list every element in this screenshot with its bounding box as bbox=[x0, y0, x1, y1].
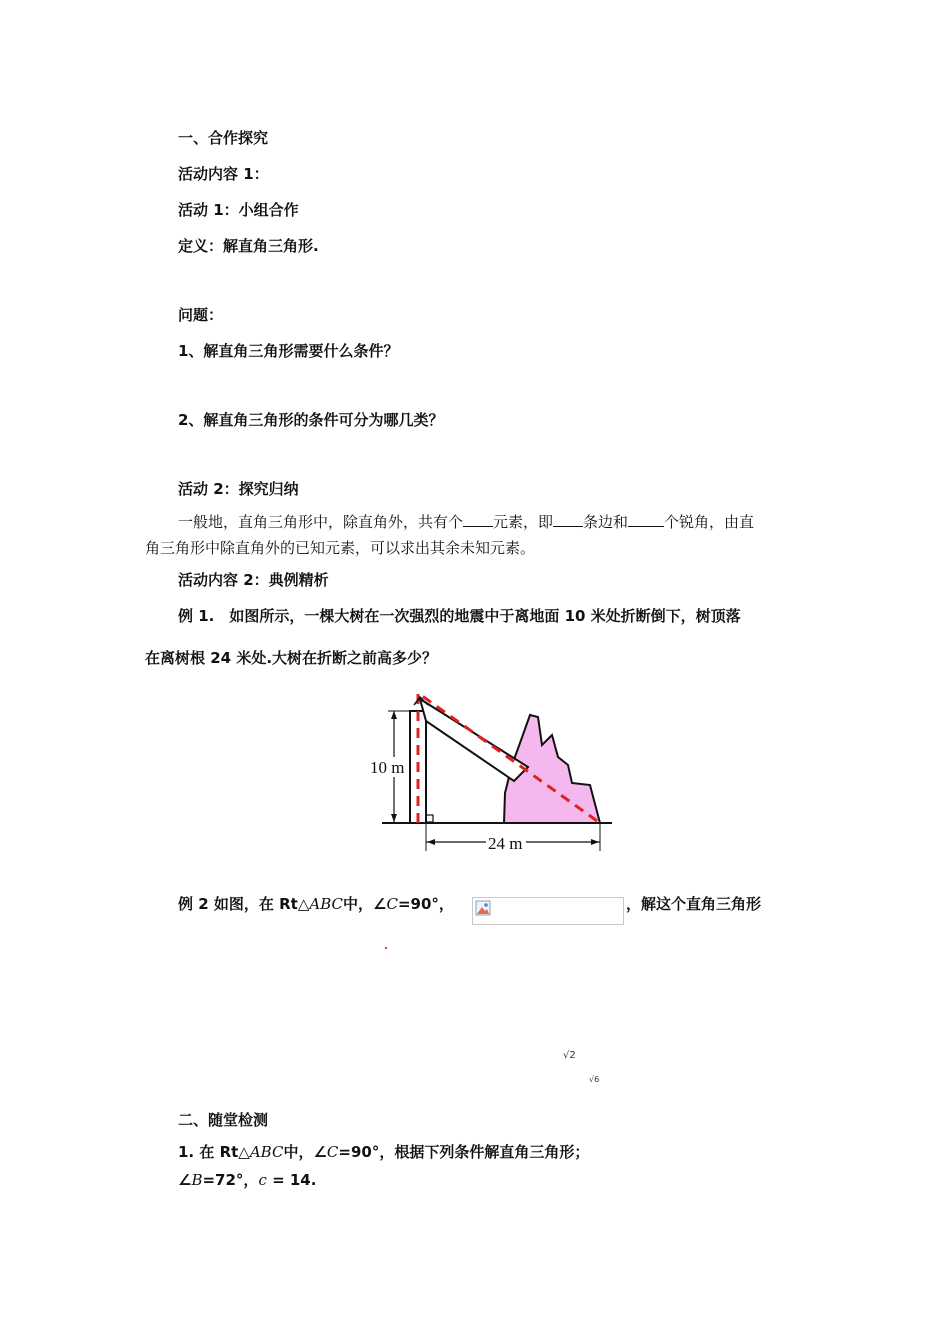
blank-sides-count bbox=[553, 510, 583, 527]
quiz-1-b: B bbox=[191, 1171, 203, 1189]
example-2-abc: ABC bbox=[309, 895, 343, 913]
para-text-b: 元素，即 bbox=[493, 513, 554, 531]
example-1-line-2: 在离树根 24 米处.大树在折断之前高多少？ bbox=[145, 649, 438, 667]
quiz-1-angle-sign: ∠ bbox=[178, 1171, 192, 1189]
base-arrow-right bbox=[591, 839, 599, 845]
example-2-c: C bbox=[386, 895, 398, 913]
example-2 bbox=[178, 894, 454, 914]
broken-image-placeholder bbox=[472, 897, 624, 925]
quiz-1-c: C bbox=[326, 1143, 339, 1161]
activity-content-1: 活动内容 1： bbox=[178, 165, 269, 183]
fallen-trunk bbox=[420, 699, 528, 781]
activity-1: 活动 1：小组合作 bbox=[178, 201, 299, 219]
quiz-1-text-b: 中，∠ bbox=[283, 1143, 327, 1161]
height-arrow-bottom bbox=[391, 814, 397, 822]
right-angle-mark bbox=[426, 815, 433, 822]
paragraph-line-1 bbox=[178, 510, 754, 532]
quiz-1-abc: ABC bbox=[249, 1143, 284, 1161]
quiz-item-1-condition bbox=[178, 1170, 316, 1190]
quiz-1-c-value: = 14. bbox=[266, 1171, 317, 1189]
stray-sqrt-mark-2: √6 bbox=[589, 1075, 600, 1084]
example-2-text-d: =90°， bbox=[397, 895, 454, 913]
example-2-text-a: 例 2 如图，在 Rt△ bbox=[178, 895, 310, 913]
blank-elements-count bbox=[463, 510, 493, 527]
section-title-cooperation: 一、合作探究 bbox=[178, 129, 269, 147]
section-title-quiz: 二、随堂检测 bbox=[178, 1111, 269, 1129]
height-arrow-top bbox=[391, 711, 397, 719]
quiz-1-text-d: =90°，根据下列条件解直角三角形； bbox=[338, 1143, 590, 1161]
height-label: 10 m bbox=[370, 758, 405, 777]
para-text-a: 一般地，直角三角形中，除直角外，共有个 bbox=[178, 513, 464, 531]
broken-tree-figure bbox=[370, 685, 620, 857]
activity-content-2: 活动内容 2：典例精析 bbox=[178, 571, 329, 589]
quiz-1-b-value: =72°， bbox=[202, 1171, 259, 1189]
broken-image-icon bbox=[475, 900, 491, 916]
example-1-line-1: 例 1. 如图所示，一棵大树在一次强烈的地震中于离地面 10 米处折断倒下，树顶落 bbox=[178, 607, 741, 625]
stray-dot bbox=[385, 947, 387, 949]
quiz-1-text-a: 1. 在 Rt△ bbox=[178, 1143, 250, 1161]
para-text-d: 个锐角，由直 bbox=[664, 513, 755, 531]
base-arrow-left bbox=[427, 839, 435, 845]
question-1: 1、解直角三角形需要什么条件？ bbox=[178, 342, 399, 360]
blank-angles-count bbox=[628, 510, 664, 527]
definition: 定义：解直角三角形. bbox=[178, 237, 319, 255]
quiz-item-1 bbox=[178, 1142, 589, 1162]
questions-label: 问题： bbox=[178, 306, 224, 324]
paragraph-line-2: 角三角形中除直角外的已知元素，可以求出其余未知元素。 bbox=[145, 539, 536, 557]
para-text-c: 条边和 bbox=[583, 513, 629, 531]
question-2: 2、解直角三角形的条件可分为哪几类？ bbox=[178, 411, 444, 429]
base-label: 24 m bbox=[488, 834, 523, 853]
activity-2: 活动 2：探究归纳 bbox=[178, 480, 299, 498]
quiz-1-side-c: c bbox=[258, 1171, 267, 1189]
stray-sqrt-mark-1: √2 bbox=[563, 1050, 576, 1061]
example-2-text-b: 中，∠ bbox=[343, 895, 387, 913]
example-2-tail: ，解这个直角三角形 bbox=[626, 895, 762, 913]
